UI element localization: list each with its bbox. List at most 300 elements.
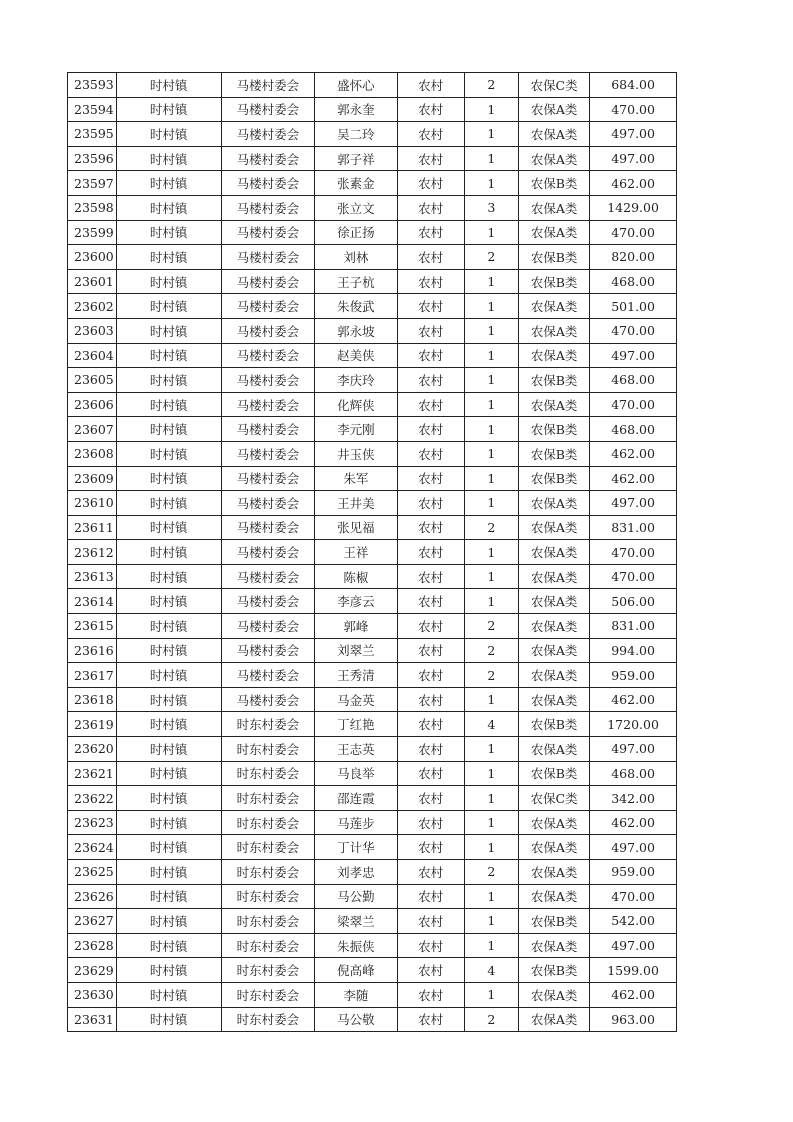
- person-name-cell: 刘孝忠: [315, 860, 398, 885]
- household-type-cell: 农村: [397, 269, 464, 294]
- household-size-cell: 1: [464, 933, 519, 958]
- table-row: [68, 146, 677, 171]
- amount-cell: 497.00: [590, 933, 677, 958]
- amount-cell: 468.00: [590, 368, 677, 393]
- record-id-cell: 23618: [68, 687, 117, 712]
- household-size-cell: 2: [464, 614, 519, 639]
- household-type-cell: 农村: [397, 491, 464, 516]
- household-type-cell: 农村: [397, 441, 464, 466]
- town-cell: 时村镇: [116, 122, 221, 147]
- household-size-cell: 1: [464, 909, 519, 934]
- village-committee-cell: 马楼村委会: [221, 122, 315, 147]
- insurance-category-cell: 农保A类: [519, 392, 590, 417]
- town-cell: 时村镇: [116, 614, 221, 639]
- household-size-cell: 1: [464, 343, 519, 368]
- record-id-cell: 23631: [68, 1007, 117, 1032]
- household-type-cell: 农村: [397, 73, 464, 98]
- amount-cell: 468.00: [590, 269, 677, 294]
- household-type-cell: 农村: [397, 614, 464, 639]
- household-type-cell: 农村: [397, 737, 464, 762]
- person-name-cell: 王子杭: [315, 269, 398, 294]
- amount-cell: 501.00: [590, 294, 677, 319]
- town-cell: 时村镇: [116, 737, 221, 762]
- household-type-cell: 农村: [397, 589, 464, 614]
- household-type-cell: 农村: [397, 982, 464, 1007]
- household-size-cell: 1: [464, 761, 519, 786]
- household-type-cell: 农村: [397, 343, 464, 368]
- household-size-cell: 2: [464, 245, 519, 270]
- table-row: [68, 368, 677, 393]
- table-row: [68, 220, 677, 245]
- record-id-cell: 23620: [68, 737, 117, 762]
- household-size-cell: 3: [464, 195, 519, 220]
- household-type-cell: 农村: [397, 97, 464, 122]
- insurance-category-cell: 农保A类: [519, 933, 590, 958]
- village-committee-cell: 马楼村委会: [221, 491, 315, 516]
- person-name-cell: 王井美: [315, 491, 398, 516]
- record-id-cell: 23597: [68, 171, 117, 196]
- record-id-cell: 23596: [68, 146, 117, 171]
- household-type-cell: 农村: [397, 835, 464, 860]
- record-id-cell: 23609: [68, 466, 117, 491]
- household-size-cell: 1: [464, 171, 519, 196]
- person-name-cell: 马金英: [315, 687, 398, 712]
- household-type-cell: 农村: [397, 220, 464, 245]
- household-type-cell: 农村: [397, 122, 464, 147]
- table-row: [68, 318, 677, 343]
- household-type-cell: 农村: [397, 860, 464, 885]
- amount-cell: 342.00: [590, 786, 677, 811]
- household-type-cell: 农村: [397, 171, 464, 196]
- person-name-cell: 张立文: [315, 195, 398, 220]
- household-size-cell: 2: [464, 515, 519, 540]
- record-id-cell: 23605: [68, 368, 117, 393]
- person-name-cell: 王秀清: [315, 663, 398, 688]
- record-id-cell: 23602: [68, 294, 117, 319]
- household-size-cell: 1: [464, 786, 519, 811]
- village-committee-cell: 时东村委会: [221, 1007, 315, 1032]
- amount-cell: 468.00: [590, 417, 677, 442]
- record-id-cell: 23616: [68, 638, 117, 663]
- table-row: [68, 884, 677, 909]
- town-cell: 时村镇: [116, 269, 221, 294]
- amount-cell: 1599.00: [590, 958, 677, 983]
- town-cell: 时村镇: [116, 687, 221, 712]
- household-size-cell: 1: [464, 737, 519, 762]
- town-cell: 时村镇: [116, 466, 221, 491]
- amount-cell: 497.00: [590, 491, 677, 516]
- table-row: [68, 171, 677, 196]
- town-cell: 时村镇: [116, 564, 221, 589]
- town-cell: 时村镇: [116, 343, 221, 368]
- person-name-cell: 马良举: [315, 761, 398, 786]
- table-body: [68, 73, 677, 1032]
- insurance-category-cell: 农保A类: [519, 589, 590, 614]
- household-size-cell: 1: [464, 417, 519, 442]
- town-cell: 时村镇: [116, 368, 221, 393]
- person-name-cell: 马公勤: [315, 884, 398, 909]
- person-name-cell: 盛怀心: [315, 73, 398, 98]
- amount-cell: 468.00: [590, 761, 677, 786]
- amount-cell: 470.00: [590, 884, 677, 909]
- amount-cell: 462.00: [590, 982, 677, 1007]
- town-cell: 时村镇: [116, 860, 221, 885]
- household-size-cell: 1: [464, 687, 519, 712]
- village-committee-cell: 马楼村委会: [221, 564, 315, 589]
- table-row: [68, 269, 677, 294]
- household-type-cell: 农村: [397, 687, 464, 712]
- person-name-cell: 朱军: [315, 466, 398, 491]
- village-committee-cell: 时东村委会: [221, 884, 315, 909]
- household-type-cell: 农村: [397, 294, 464, 319]
- town-cell: 时村镇: [116, 318, 221, 343]
- town-cell: 时村镇: [116, 835, 221, 860]
- insurance-category-cell: 农保B类: [519, 909, 590, 934]
- household-size-cell: 1: [464, 491, 519, 516]
- household-size-cell: 1: [464, 466, 519, 491]
- household-type-cell: 农村: [397, 1007, 464, 1032]
- record-id-cell: 23610: [68, 491, 117, 516]
- insurance-category-cell: 农保B类: [519, 712, 590, 737]
- household-type-cell: 农村: [397, 392, 464, 417]
- village-committee-cell: 马楼村委会: [221, 146, 315, 171]
- person-name-cell: 郭子祥: [315, 146, 398, 171]
- table-row: [68, 564, 677, 589]
- table-row: [68, 737, 677, 762]
- insurance-category-cell: 农保A类: [519, 810, 590, 835]
- data-table: [67, 72, 677, 1032]
- household-size-cell: 1: [464, 368, 519, 393]
- table-row: [68, 933, 677, 958]
- person-name-cell: 王祥: [315, 540, 398, 565]
- table-row: [68, 392, 677, 417]
- record-id-cell: 23613: [68, 564, 117, 589]
- amount-cell: 506.00: [590, 589, 677, 614]
- insurance-category-cell: 农保B类: [519, 368, 590, 393]
- household-type-cell: 农村: [397, 146, 464, 171]
- household-type-cell: 农村: [397, 540, 464, 565]
- household-size-cell: 1: [464, 540, 519, 565]
- table-row: [68, 540, 677, 565]
- household-size-cell: 4: [464, 712, 519, 737]
- village-committee-cell: 马楼村委会: [221, 220, 315, 245]
- person-name-cell: 刘林: [315, 245, 398, 270]
- table-row: [68, 589, 677, 614]
- village-committee-cell: 时东村委会: [221, 737, 315, 762]
- household-size-cell: 2: [464, 663, 519, 688]
- household-size-cell: 1: [464, 392, 519, 417]
- insurance-category-cell: 农保B类: [519, 245, 590, 270]
- insurance-category-cell: 农保A类: [519, 687, 590, 712]
- record-id-cell: 23606: [68, 392, 117, 417]
- town-cell: 时村镇: [116, 712, 221, 737]
- village-committee-cell: 马楼村委会: [221, 392, 315, 417]
- household-type-cell: 农村: [397, 245, 464, 270]
- town-cell: 时村镇: [116, 663, 221, 688]
- amount-cell: 470.00: [590, 392, 677, 417]
- village-committee-cell: 时东村委会: [221, 712, 315, 737]
- person-name-cell: 李庆玲: [315, 368, 398, 393]
- person-name-cell: 化辉侠: [315, 392, 398, 417]
- person-name-cell: 梁翠兰: [315, 909, 398, 934]
- household-type-cell: 农村: [397, 195, 464, 220]
- insurance-category-cell: 农保A类: [519, 540, 590, 565]
- household-size-cell: 1: [464, 220, 519, 245]
- household-size-cell: 2: [464, 73, 519, 98]
- household-size-cell: 1: [464, 146, 519, 171]
- household-size-cell: 1: [464, 835, 519, 860]
- household-size-cell: 1: [464, 564, 519, 589]
- household-size-cell: 1: [464, 294, 519, 319]
- town-cell: 时村镇: [116, 810, 221, 835]
- person-name-cell: 朱振侠: [315, 933, 398, 958]
- town-cell: 时村镇: [116, 761, 221, 786]
- table-row: [68, 786, 677, 811]
- amount-cell: 462.00: [590, 810, 677, 835]
- record-id-cell: 23611: [68, 515, 117, 540]
- amount-cell: 462.00: [590, 466, 677, 491]
- person-name-cell: 刘翠兰: [315, 638, 398, 663]
- table-row: [68, 909, 677, 934]
- amount-cell: 1429.00: [590, 195, 677, 220]
- table-row: [68, 663, 677, 688]
- insurance-category-cell: 农保A类: [519, 638, 590, 663]
- table-row: [68, 810, 677, 835]
- insurance-category-cell: 农保B类: [519, 958, 590, 983]
- village-committee-cell: 马楼村委会: [221, 515, 315, 540]
- record-id-cell: 23599: [68, 220, 117, 245]
- village-committee-cell: 马楼村委会: [221, 245, 315, 270]
- insurance-category-cell: 农保A类: [519, 515, 590, 540]
- town-cell: 时村镇: [116, 73, 221, 98]
- amount-cell: 470.00: [590, 540, 677, 565]
- household-type-cell: 农村: [397, 786, 464, 811]
- record-id-cell: 23601: [68, 269, 117, 294]
- insurance-category-cell: 农保A类: [519, 220, 590, 245]
- amount-cell: 462.00: [590, 687, 677, 712]
- record-id-cell: 23598: [68, 195, 117, 220]
- insurance-category-cell: 农保A类: [519, 564, 590, 589]
- table-row: [68, 343, 677, 368]
- insurance-category-cell: 农保A类: [519, 860, 590, 885]
- record-id-cell: 23594: [68, 97, 117, 122]
- amount-cell: 497.00: [590, 737, 677, 762]
- town-cell: 时村镇: [116, 884, 221, 909]
- insurance-category-cell: 农保B类: [519, 171, 590, 196]
- insurance-category-cell: 农保A类: [519, 195, 590, 220]
- amount-cell: 470.00: [590, 564, 677, 589]
- household-type-cell: 农村: [397, 417, 464, 442]
- record-id-cell: 23614: [68, 589, 117, 614]
- amount-cell: 831.00: [590, 614, 677, 639]
- household-type-cell: 农村: [397, 712, 464, 737]
- household-size-cell: 2: [464, 860, 519, 885]
- amount-cell: 470.00: [590, 220, 677, 245]
- household-type-cell: 农村: [397, 761, 464, 786]
- person-name-cell: 李彦云: [315, 589, 398, 614]
- table-row: [68, 245, 677, 270]
- household-type-cell: 农村: [397, 515, 464, 540]
- person-name-cell: 马莲步: [315, 810, 398, 835]
- village-committee-cell: 马楼村委会: [221, 97, 315, 122]
- village-committee-cell: 马楼村委会: [221, 663, 315, 688]
- amount-cell: 470.00: [590, 318, 677, 343]
- insurance-category-cell: 农保A类: [519, 343, 590, 368]
- village-committee-cell: 马楼村委会: [221, 171, 315, 196]
- household-type-cell: 农村: [397, 466, 464, 491]
- record-id-cell: 23607: [68, 417, 117, 442]
- household-type-cell: 农村: [397, 810, 464, 835]
- table-row: [68, 466, 677, 491]
- village-committee-cell: 马楼村委会: [221, 589, 315, 614]
- household-size-cell: 2: [464, 638, 519, 663]
- village-committee-cell: 马楼村委会: [221, 269, 315, 294]
- household-size-cell: 1: [464, 97, 519, 122]
- town-cell: 时村镇: [116, 491, 221, 516]
- record-id-cell: 23615: [68, 614, 117, 639]
- record-id-cell: 23630: [68, 982, 117, 1007]
- amount-cell: 959.00: [590, 860, 677, 885]
- insurance-category-cell: 农保A类: [519, 1007, 590, 1032]
- insurance-category-cell: 农保A类: [519, 737, 590, 762]
- amount-cell: 470.00: [590, 97, 677, 122]
- person-name-cell: 丁红艳: [315, 712, 398, 737]
- table-row: [68, 761, 677, 786]
- record-id-cell: 23629: [68, 958, 117, 983]
- table-row: [68, 982, 677, 1007]
- village-committee-cell: 时东村委会: [221, 909, 315, 934]
- town-cell: 时村镇: [116, 245, 221, 270]
- town-cell: 时村镇: [116, 146, 221, 171]
- record-id-cell: 23623: [68, 810, 117, 835]
- person-name-cell: 赵美侠: [315, 343, 398, 368]
- village-committee-cell: 马楼村委会: [221, 318, 315, 343]
- record-id-cell: 23622: [68, 786, 117, 811]
- person-name-cell: 吴二玲: [315, 122, 398, 147]
- amount-cell: 994.00: [590, 638, 677, 663]
- household-size-cell: 1: [464, 884, 519, 909]
- town-cell: 时村镇: [116, 982, 221, 1007]
- village-committee-cell: 时东村委会: [221, 810, 315, 835]
- person-name-cell: 郭永坡: [315, 318, 398, 343]
- person-name-cell: 张见福: [315, 515, 398, 540]
- person-name-cell: 李随: [315, 982, 398, 1007]
- record-id-cell: 23619: [68, 712, 117, 737]
- insurance-category-cell: 农保B类: [519, 269, 590, 294]
- town-cell: 时村镇: [116, 441, 221, 466]
- person-name-cell: 王志英: [315, 737, 398, 762]
- insurance-category-cell: 农保A类: [519, 884, 590, 909]
- village-committee-cell: 马楼村委会: [221, 614, 315, 639]
- insurance-category-cell: 农保A类: [519, 318, 590, 343]
- household-type-cell: 农村: [397, 368, 464, 393]
- village-committee-cell: 马楼村委会: [221, 441, 315, 466]
- insurance-category-cell: 农保A类: [519, 982, 590, 1007]
- town-cell: 时村镇: [116, 786, 221, 811]
- town-cell: 时村镇: [116, 589, 221, 614]
- town-cell: 时村镇: [116, 638, 221, 663]
- town-cell: 时村镇: [116, 1007, 221, 1032]
- table-row: [68, 491, 677, 516]
- village-committee-cell: 马楼村委会: [221, 540, 315, 565]
- village-committee-cell: 时东村委会: [221, 933, 315, 958]
- table-row: [68, 712, 677, 737]
- household-type-cell: 农村: [397, 909, 464, 934]
- insurance-category-cell: 农保B类: [519, 761, 590, 786]
- table-row: [68, 122, 677, 147]
- person-name-cell: 陈椒: [315, 564, 398, 589]
- record-id-cell: 23624: [68, 835, 117, 860]
- record-id-cell: 23595: [68, 122, 117, 147]
- town-cell: 时村镇: [116, 97, 221, 122]
- amount-cell: 831.00: [590, 515, 677, 540]
- town-cell: 时村镇: [116, 171, 221, 196]
- amount-cell: 497.00: [590, 146, 677, 171]
- insurance-category-cell: 农保A类: [519, 835, 590, 860]
- village-committee-cell: 时东村委会: [221, 786, 315, 811]
- table-row: [68, 417, 677, 442]
- person-name-cell: 李元刚: [315, 417, 398, 442]
- household-type-cell: 农村: [397, 564, 464, 589]
- household-type-cell: 农村: [397, 958, 464, 983]
- village-committee-cell: 马楼村委会: [221, 417, 315, 442]
- village-committee-cell: 时东村委会: [221, 761, 315, 786]
- table-row: [68, 73, 677, 98]
- town-cell: 时村镇: [116, 294, 221, 319]
- household-size-cell: 1: [464, 589, 519, 614]
- insurance-category-cell: 农保A类: [519, 294, 590, 319]
- record-id-cell: 23604: [68, 343, 117, 368]
- table-row: [68, 614, 677, 639]
- person-name-cell: 倪高峰: [315, 958, 398, 983]
- village-committee-cell: 马楼村委会: [221, 294, 315, 319]
- insurance-category-cell: 农保A类: [519, 122, 590, 147]
- household-size-cell: 1: [464, 318, 519, 343]
- amount-cell: 462.00: [590, 441, 677, 466]
- amount-cell: 497.00: [590, 343, 677, 368]
- village-committee-cell: 时东村委会: [221, 835, 315, 860]
- amount-cell: 497.00: [590, 122, 677, 147]
- person-name-cell: 徐正扬: [315, 220, 398, 245]
- insurance-category-cell: 农保A类: [519, 663, 590, 688]
- household-type-cell: 农村: [397, 884, 464, 909]
- table-row: [68, 195, 677, 220]
- town-cell: 时村镇: [116, 933, 221, 958]
- table-row: [68, 958, 677, 983]
- town-cell: 时村镇: [116, 220, 221, 245]
- record-id-cell: 23617: [68, 663, 117, 688]
- household-size-cell: 1: [464, 122, 519, 147]
- record-id-cell: 23625: [68, 860, 117, 885]
- amount-cell: 1720.00: [590, 712, 677, 737]
- table-row: [68, 687, 677, 712]
- insurance-category-cell: 农保C类: [519, 786, 590, 811]
- town-cell: 时村镇: [116, 417, 221, 442]
- person-name-cell: 张素金: [315, 171, 398, 196]
- person-name-cell: 邵连霞: [315, 786, 398, 811]
- person-name-cell: 朱俊武: [315, 294, 398, 319]
- household-size-cell: 1: [464, 441, 519, 466]
- record-id-cell: 23626: [68, 884, 117, 909]
- village-committee-cell: 马楼村委会: [221, 638, 315, 663]
- town-cell: 时村镇: [116, 540, 221, 565]
- record-id-cell: 23603: [68, 318, 117, 343]
- insurance-category-cell: 农保B类: [519, 441, 590, 466]
- amount-cell: 542.00: [590, 909, 677, 934]
- table-row: [68, 294, 677, 319]
- person-name-cell: 马公敬: [315, 1007, 398, 1032]
- record-id-cell: 23627: [68, 909, 117, 934]
